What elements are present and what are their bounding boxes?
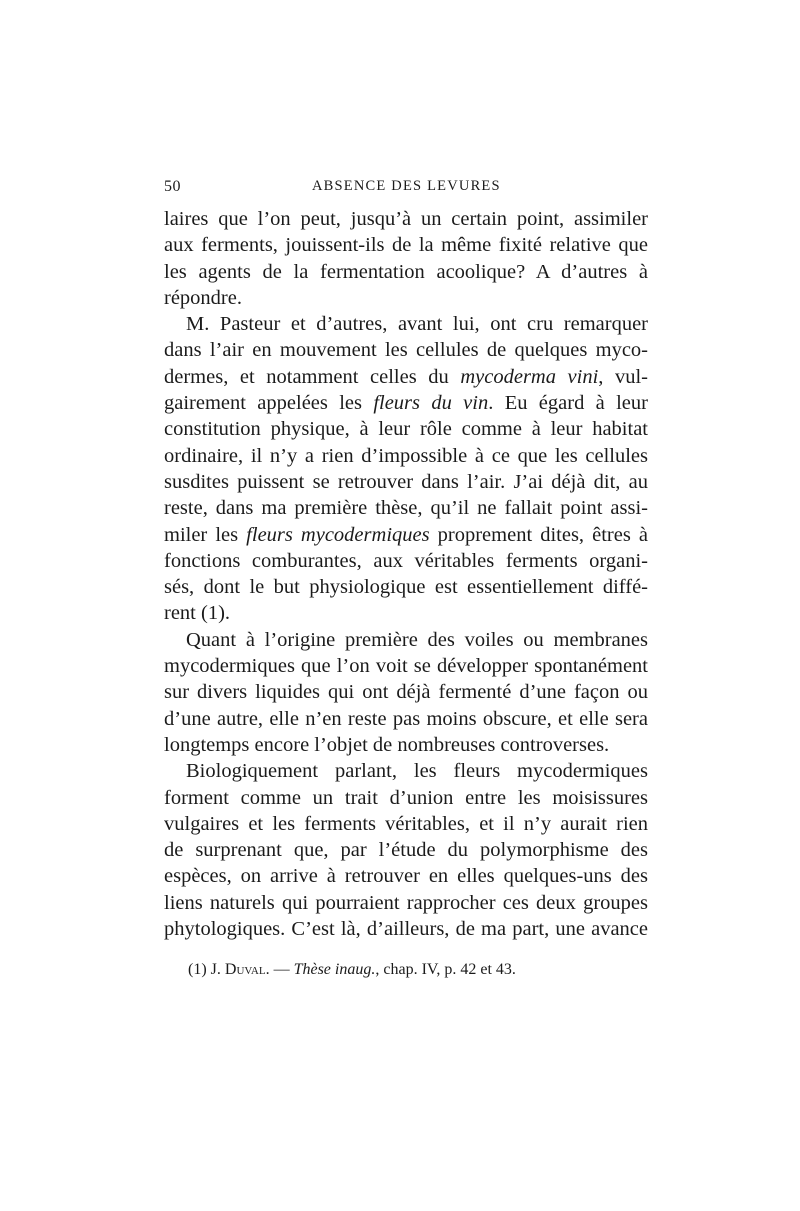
text-line: constitution physique, à leur rôle comme à leur habitat [164,418,648,441]
text-line: dermes, et notamment celles du mycoderma vini, vul- [164,365,649,388]
text-line: d’une autre, elle n’en reste pas moins obscure, et elle sera [164,707,648,730]
text-line: espèces, on arrive à retrouver en elles quelques-uns des [164,865,648,888]
text-line: reste, dans ma première thèse, qu’il ne fallait point assi- [164,497,648,520]
text-line: Quant à l’origine première des voiles ou membranes [186,628,648,651]
running-title: ABSENCE DES LEVURES [312,178,501,194]
text-line: répondre. [164,286,242,309]
text-line: mycodermiques que l’on voit se développer spontanément [164,655,648,678]
text-line: susdites puissent se retrouver dans l’air. J’ai déjà dit, au [164,470,648,493]
text-line: aux ferments, jouissent-ils de la même fixité relative que [164,234,648,257]
text-line: gairement appelées les fleurs du vin. Eu égard à leur [164,392,648,415]
text-line: ordinaire, il n’y a rien d’impossible à ce que les cellules [164,444,648,467]
text-line: miler les fleurs mycodermiques proprement dites, êtres à [164,523,648,546]
body-text [164,206,648,942]
text-line: dans l’air en mouvement les cellules de quelques myco- [164,339,648,362]
text-line: laires que l’on peut, jusqu’à un certain point, assimiler [164,208,648,230]
footnote-marker: (1) [188,961,207,979]
footnote-dash: — [273,961,290,979]
page-number: 50 [164,178,181,195]
page-header [164,178,648,202]
footnote-author: J. Duval. [210,961,270,979]
text-line: longtemps encore l’objet de nombreuses controverses. [164,733,610,756]
text-line: sur divers liquides qui ont déjà fermenté d’une façon ou [164,681,648,704]
text-line: M. Pasteur et d’autres, avant lui, ont cru remarquer [186,313,648,336]
text-line: de surprenant que, par l’étude du polymorphisme des [164,839,648,862]
text-line: liens naturels qui pourraient rapprocher ces deux groupes [164,891,648,914]
text-line: Biologiquement parlant, les fleurs mycodermiques [186,760,648,783]
text-line: vulgaires et les ferments véritables, et il n’y aurait rien [164,812,648,835]
footnote [164,960,648,980]
text-line: rent (1). [164,602,231,625]
footnote-work: Thèse inaug. [293,961,376,979]
footnote-reference: , chap. IV, p. 42 et 43. [375,961,516,979]
text-line: phytologiques. C’est là, d’ailleurs, de ma part, une avance [164,918,648,941]
text-line: fonctions comburantes, aux véritables ferments organi- [164,549,648,572]
text-line: forment comme un trait d’union entre les moisissures [164,786,648,809]
text-line: sés, dont le but physiologique est essentiellement diffé- [164,576,648,599]
book-page [164,178,648,980]
text-line: les agents de la fermentation acoolique? A d’autres à [164,260,648,283]
